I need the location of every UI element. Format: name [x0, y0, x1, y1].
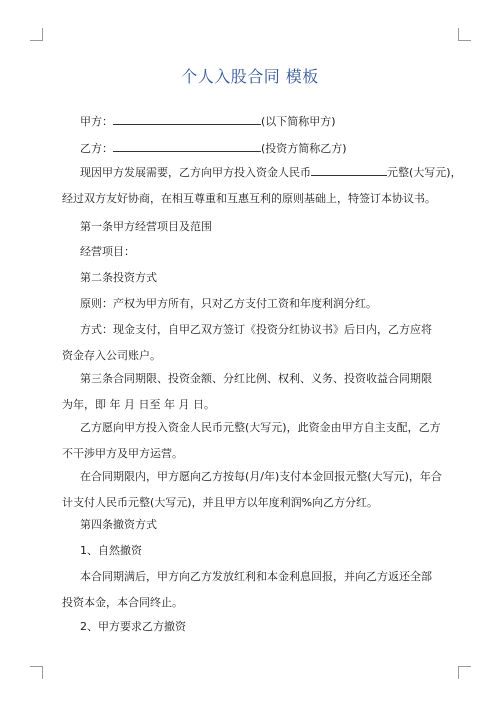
corner-mark-top-right: [458, 28, 471, 41]
intro-line-1: [80, 163, 462, 183]
party-a-line: [80, 112, 426, 132]
intro-line-2: 经过双方友好协商，在相互尊重和互惠互利的原则基础上，特签订本协议书。: [62, 192, 436, 205]
section-4-item-2: 2、甲方要求乙方撤资: [80, 620, 186, 633]
section-1-title: 第一条甲方经营项目及范围: [80, 220, 212, 233]
section-2-method: 方式：现金支付，自甲乙双方签订《投资分红协议书》后日内，乙方应将资金存入公司账户。: [62, 323, 432, 362]
party-b-blank[interactable]: [113, 140, 261, 152]
intro-prefix: 现因甲方发展需要，乙方向甲方投入资金人民币: [80, 166, 311, 179]
section-2-title: 第二条投资方式: [80, 271, 157, 284]
intro-suffix: 元整(大写元)，: [387, 166, 462, 179]
section-4-item-1-text: 本合同期满后，甲方向乙方发放红利和本金利息回报，并向乙方返还全部投资本金，本合同终止。: [62, 570, 432, 609]
party-b-suffix: (投资方简称乙方): [261, 142, 347, 155]
party-a-suffix: (以下简称甲方): [261, 115, 336, 128]
intro-amount-blank[interactable]: [311, 164, 387, 176]
section-4-item-1: 1、自然撤资: [80, 544, 142, 557]
corner-mark-bottom-right: [458, 666, 471, 679]
section-3-title: 第三条合同期限、投资金额、分红比例、权利、义务、投资收益合同期限为年，即 年 月 日至 年 月 日。: [62, 372, 432, 411]
party-b-line: [80, 139, 426, 159]
party-a-label: 甲方：: [80, 115, 113, 128]
section-4-title: 第四条撤资方式: [80, 518, 157, 531]
party-a-blank[interactable]: [113, 113, 261, 125]
corner-mark-top-left: [30, 28, 43, 41]
section-3-paragraph-2: 在合同期限内，甲方愿向乙方按每(月/年)支付本金回报元整(大写元)，年合计支付人民币元整(大写元)，并且甲方以年度利润%向乙方分红。: [62, 470, 442, 509]
party-b-label: 乙方：: [80, 142, 113, 155]
corner-mark-bottom-left: [30, 666, 43, 679]
section-3-paragraph-1: 乙方愿向甲方投入资金人民币元整(大写元)，此资金由甲方自主支配，乙方不干涉甲方及甲方运营。: [62, 421, 441, 460]
document-title: 个人入股合同 模板: [181, 67, 319, 86]
section-2-principle: 原则：产权为甲方所有，只对乙方支付工资和年度利润分红。: [80, 297, 377, 310]
section-1-item: 经营项目：: [80, 245, 135, 258]
